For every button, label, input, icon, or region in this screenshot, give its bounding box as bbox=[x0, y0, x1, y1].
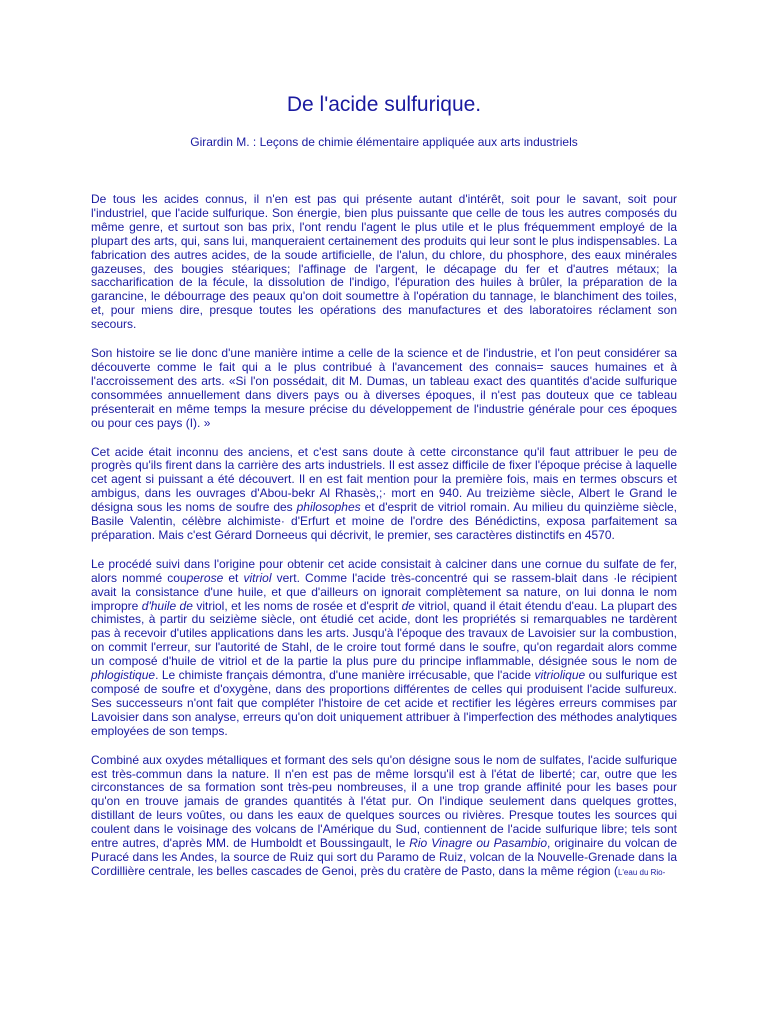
italic-text: philosophes bbox=[296, 500, 361, 515]
paragraph-text: et d'esprit de vitriol romain. Au milieu du quinzième siècle, Basile Valentin, célèbre alchimiste· d'Erfurt et moine de l'ordre des Bénédictins, exposa parfaitement sa préparation. Mais c'est Gérard Dorneeus qui décrivit, le premier, ses caractères distinctifs en 4570. bbox=[91, 500, 678, 542]
document-subtitle: Girardin M. : Leçons de chimie élémentaire appliquée aux arts industriels bbox=[190, 135, 578, 149]
italic-text: phlogistique bbox=[91, 668, 156, 683]
document-body bbox=[91, 193, 677, 880]
paragraph-text: Combiné aux oxydes métalliques et formant des sels qu'on désigne sous le nom de sulfates, l'acide sulfurique est très-commun dans la nature. Il n'en est pas de même lorsqu'il est à l'état de liberté; car, outre que les circonstances de sa formation sont très-peu nombreuses, il a une trop grande affinité pour les bases pour qu'on en trouve jamais de grandes quantités à l'état pur. On l'indique seulement dans quelques grottes, distillant de leurs voûtes, ou dans les eaux de quelques sources ou rivières. Presque toutes les sources qui coulent dans le voisinage des volcans de l'Amérique du Sud, contiennent de l'acide sulfurique libre; tels sont entre autres, d'après MM. de Humboldt et Boussingault, le bbox=[91, 752, 677, 851]
body-paragraph bbox=[91, 446, 677, 543]
document-title: De l'acide sulfurique. bbox=[286, 93, 482, 116]
paragraph-text: vert. Comme l'acide très-concentré qui se rassem-blait dans ·le récipient avait la consistance d'une huile, et que d'ailleurs on ignorait complètement sa nature, on lui donna le nom impropre bbox=[91, 570, 677, 613]
italic-text: vitriol bbox=[243, 570, 272, 585]
italic-text: de bbox=[401, 598, 415, 613]
paragraph-text: ou sulfurique est composé de soufre et d'oxygène, dans des proportions différentes de celles qui produisent l'acide sulfureux. Ses successeurs n'ont fait que compléter l'histoire de cet acide et rectifier les légères erreurs commises par Lavoisier dans son analyse, erreurs qu'on doit uniquement attribuer à l'imperfection des méthodes analytiques employées de son temps. bbox=[91, 668, 677, 738]
paragraph-text: vitriol, quand il était étendu d'eau. La plupart des chimistes, à partir du seizième siècle, ont étudié cet acide, dont les propriétés si remarquables ne tardèrent pas à recevoir d'utiles applications dans les arts. Jusqu'à l'époque des travaux de Lavoisier sur la combustion, on commit l'erreur, sur l'autorité de Stahl, de le croire tout formé dans le soufre, qu'on regardait alors comme un composé d'huile de vitriol et de la partie la plus pure du principe inflammable, désignée sous le nom de bbox=[91, 598, 678, 669]
paragraph-text: Le procédé suivi dans l'origine pour obtenir cet acide consistait à calciner dans une cornue du sulfate de fer, alors nommé cou bbox=[91, 556, 677, 585]
paragraph-text: . Le chimiste français démontra, d'une manière irrécusable, que l'acide bbox=[155, 668, 535, 683]
paragraph-text: De tous les acides connus, il n'en est pas qui présente autant d'intérêt, soit pour le savant, soit pour l'industriel, que l'acide sulfurique. Son énergie, bien plus puissante que celle de tous les autres composés du même genre, et surtout son bas prix, l'ont rendu l'agent le plus utile et le plus fréquemment employé de la plupart des arts, qui, sans lui, manqueraient certainement des produits qui leur sont le plus indispensables. La fabrication des autres acides, de la soude artificielle, de l'alun, du chlore, du phosphore, des eaux minérales gazeuses, des bougies stéariques; l'affinage de l'argent, le décapage du fer et d'autres métaux; la saccharification de la fécule, la dissolution de l'indigo, l'épuration des huiles à brûler, la préparation de la garancine, le débourrage des peaux qu'on doit soumettre à l'opération du tannage, le blanchiment des toiles, et, pour miens dire, presque toutes les opérations des manufactures et des laboratoires réclament son secours. bbox=[91, 192, 677, 332]
italic-text: perose bbox=[186, 570, 224, 585]
body-paragraph bbox=[91, 347, 677, 430]
italic-text: d'huile de bbox=[141, 598, 193, 613]
body-paragraph bbox=[91, 754, 677, 880]
paragraph-text: Cet acide était inconnu des anciens, et c'est sans doute à cette circonstance qu'il faut attribuer le peu de progrès qu'ils firent dans la carrière des arts industriels. Il est assez difficile de fixer l'époque précise à laquelle cet agent si puissant a été découvert. Il en est fait mention pour la première fois, mais en termes obscurs et ambigus, dans les ouvrages d'Abou-bekr Al Rhasès,;· mort en 940. Au treizième siècle, Albert le Grand le désigna sous les noms de soufre des bbox=[91, 444, 677, 515]
footnote-text: L'eau du Rio- bbox=[617, 867, 666, 877]
paragraph-text: Son histoire se lie donc d'une manière intime a celle de la science et de l'industrie, et l'on peut considérer sa découverte comme le fait qui a le plus contribué à l'avancement des connais= sauces humaines et à l'accroissement des arts. «Si l'on possédait, dit M. Dumas, un tableau exact des quantités d'acide sulfurique consommées annuellement dans divers pays ou à diverses époques, il n'est pas douteux que ce tableau présenterait en même temps la mesure précise du développement de l'industrie générale pour ces époques ou pour ces pays (I). » bbox=[91, 346, 677, 430]
paragraph-text: , originaire du volcan de Puracé dans les Andes, la source de Ruiz qui sort du Paramo de Ruiz, volcan de la Nouvelle-Grenade dans la Cordillière centrale, les belles cascades de Genoi, près du cratère de Pasto, dans la même région ( bbox=[91, 836, 677, 878]
body-paragraph bbox=[91, 558, 677, 739]
italic-text: Rio Vinagre ou Pasambio bbox=[409, 836, 548, 851]
italic-text: vitriolique bbox=[534, 668, 586, 683]
paragraph-text: et bbox=[223, 570, 244, 585]
body-paragraph bbox=[91, 193, 677, 332]
paragraph-text: vitriol, et les noms de rosée et d'esprit bbox=[192, 598, 402, 613]
